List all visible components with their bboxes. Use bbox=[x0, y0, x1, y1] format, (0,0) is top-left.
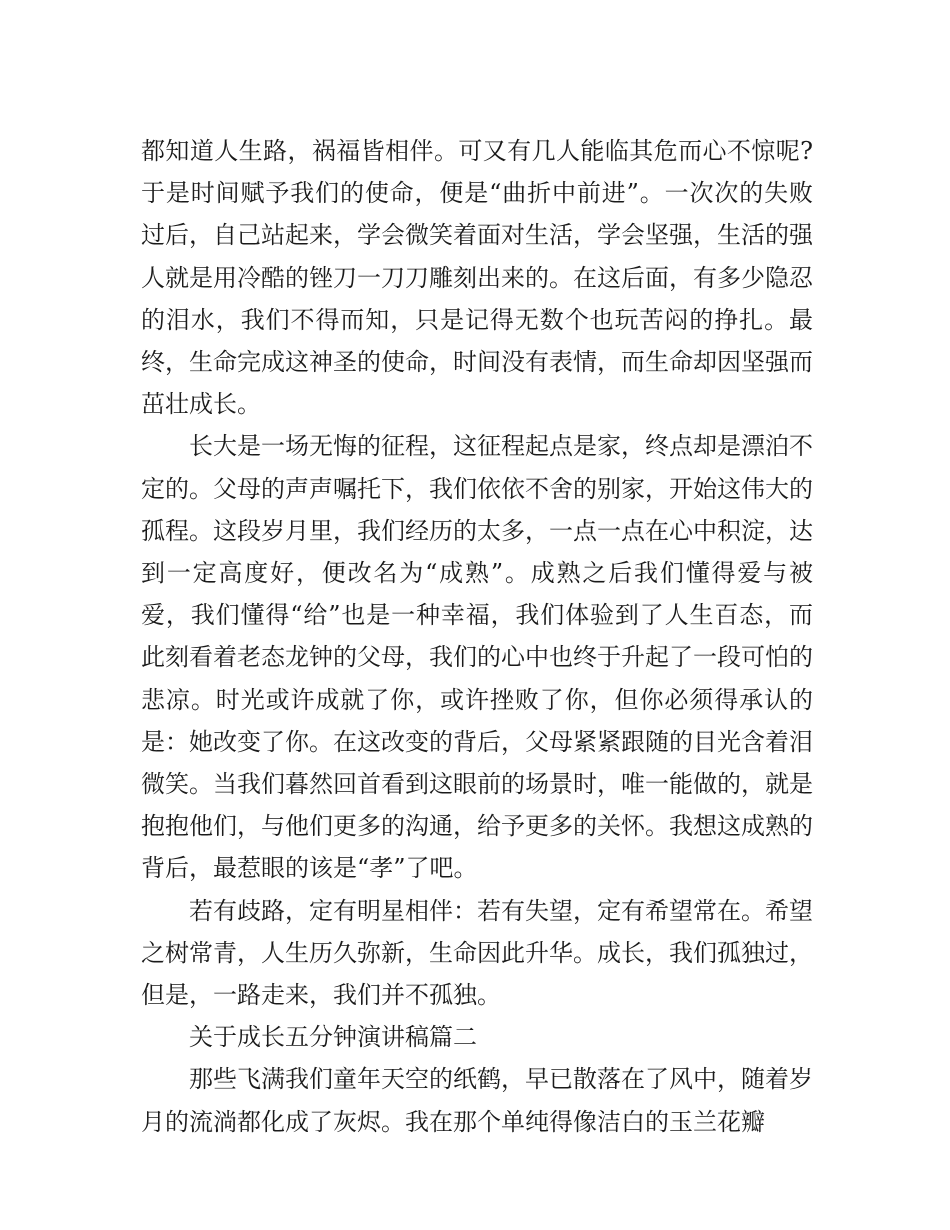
document-body bbox=[141, 130, 813, 1143]
paragraph-4: 那些飞满我们童年天空的纸鹤，早已散落在了风中，随着岁月的流淌都化成了灰烬。我在那个单纯得像洁白的玉兰花瓣 bbox=[141, 1065, 813, 1136]
section-heading: 关于成长五分钟演讲稿篇二 bbox=[189, 1023, 477, 1052]
paragraph-2: 长大是一场无悔的征程，这征程起点是家，终点却是漂泊不定的。父母的声声嘱托下，我们依依不舍的别家，开始这伟大的孤程。这段岁月里，我们经历的太多，一点一点在心中积淀，达到一定高度好，便改名为“成熟”。成熟之后我们懂得爱与被爱，我们懂得“给”也是一种幸福，我们体验到了人生百态，而此刻看着老态龙钟的父母，我们的心中也终于升起了一段可怕的悲凉。时光或许成就了你，或许挫败了你，但你必须得承认的是：她改变了你。在这改变的背后，父母紧紧跟随的目光含着泪微笑。当我们暮然回首看到这眼前的场景时，唯一能做的，就是抱抱他们，与他们更多的沟通，给予更多的关怀。我想这成熟的背后，最惹眼的该是“孝”了吧。 bbox=[141, 432, 813, 883]
paragraph-3: 若有歧路，定有明星相伴：若有失望，定有希望常在。希望之树常青，人生历久弥新，生命因此升华。成长，我们孤独过，但是，一路走来，我们并不孤独。 bbox=[141, 896, 813, 1010]
paragraph-1: 都知道人生路，祸福皆相伴。可又有几人能临其危而心不惊呢?于是时间赋予我们的使命，便是“曲折中前进”。一次次的失败过后，自己站起来，学会微笑着面对生活，学会坚强，生活的强人就是用冷酷的锉刀一刀刀雕刻出来的。在这后面，有多少隐忍的泪水，我们不得而知，只是记得无数个也玩苦闷的挣扎。最终，生命完成这神圣的使命，时间没有表情，而生命却因坚强而茁壮成长。 bbox=[141, 137, 813, 419]
